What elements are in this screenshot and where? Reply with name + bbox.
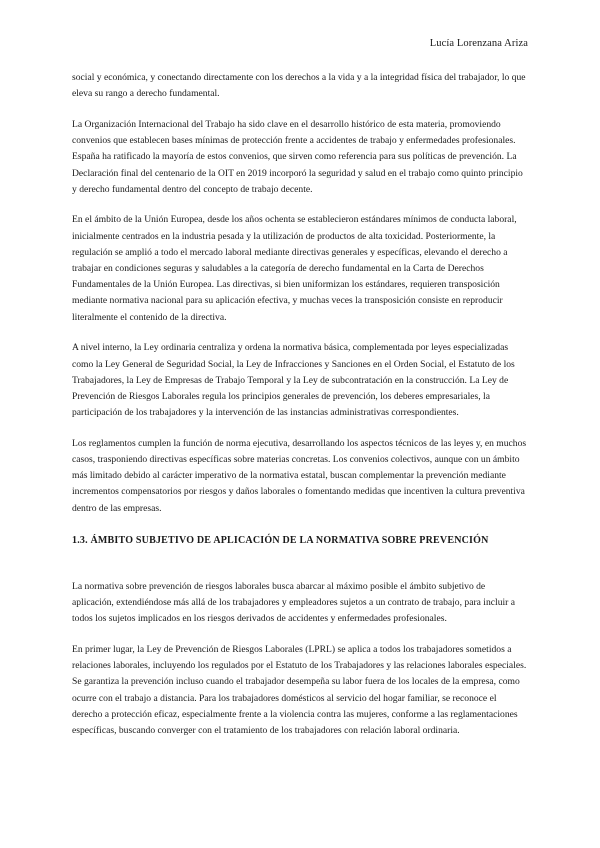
section-heading: 1.3. ÁMBITO SUBJETIVO DE APLICACIÓN DE LA NORMATIVA SOBRE PREVENCIÓN	[72, 534, 489, 546]
header-author: Lucía Lorenzana Ariza	[429, 38, 528, 49]
paragraph: La Organización Internacional del Trabajo ha sido clave en el desarrollo histórico de esta materia, promoviendo convenios que establecen bases mínimas de protección frente a accidentes de trabajo y enfermedades profesionales. España ha ratificado la mayoría de estos convenios, que sirven como referencia para sus políticas de prevención. La Declaración final del centenario de la OIT en 2019 incorporó la seguridad y salud en el trabajo como quinto principio y derecho fundamental dentro del concepto de trabajo decente.	[72, 118, 523, 195]
paragraph: social y económica, y conectando directamente con los derechos a la vida y a la integridad física del trabajador, lo que eleva su rango a derecho fundamental.	[72, 72, 526, 100]
paragraph: La normativa sobre prevención de riesgos laborales busca abarcar al máximo posible el ámbito subjetivo de aplicación, extendiéndose más allá de los trabajadores y empleadores sujetos a un contrato de trabajo, para incluir a todos los sujetos implicados en los riesgos derivados de accidentes y enfermedades profesionales.	[72, 580, 516, 625]
paragraph: A nivel interno, la Ley ordinaria centraliza y ordena la normativa básica, complementada por leyes especializadas como la Ley General de Seguridad Social, la Ley de Infracciones y Sanciones en el Orden Social, el Estatuto de los Trabajadores, la Ley de Empresas de Trabajo Temporal y la Ley de subcontratación en la construcción. La Ley de Prevención de Riesgos Laborales regula los principios generales de prevención, los deberes empresariales, la participación de los trabajadores y la intervención de las instancias administrativas correspondientes.	[72, 342, 515, 419]
document-body	[72, 70, 527, 754]
paragraph: Los reglamentos cumplen la función de norma ejecutiva, desarrollando los aspectos técnicos de las leyes y, en muchos casos, trasponiendo directivas específicas sobre materias concretas. Los convenios colectivos, aunque con un ámbito más limitado debido al carácter imperativo de la normativa estatal, buscan complementar la prevención mediante incrementos compensatorios por riesgos y daños laborales o fomentando medidas que incentiven la cultura preventiva dentro de las empresas.	[72, 437, 527, 514]
paragraph: En el ámbito de la Unión Europea, desde los años ochenta se establecieron estándares mínimos de conducta laboral, inicialmente centrados en la industria pesada y la utilización de productos de alta toxicidad. Posteriormente, la regulación se amplió a todo el mercado laboral mediante directivas generales y específicas, elevando el derecho a trabajar en condiciones seguras y saludables a la categoría de derecho fundamental en la Carta de Derechos Fundamentales de la Unión Europea. Las directivas, si bien uniformizan los estándares, requieren transposición mediante normativa nacional para su aplicación efectiva, y muchas veces la transposición consiste en reproducir literalmente el contenido de la directiva.	[72, 214, 517, 323]
paragraph: En primer lugar, la Ley de Prevención de Riesgos Laborales (LPRL) se aplica a todos los trabajadores sometidos a relaciones laborales, incluyendo los regulados por el Estatuto de los Trabajadores y las relaciones laborales especiales. Se garantiza la prevención incluso cuando el trabajador desempeña su labor fuera de los locales de la empresa, como ocurre con el trabajo a distancia. Para los trabajadores domésticos al servicio del hogar familiar, se reconoce el derecho a protección eficaz, especialmente frente a la violencia contra las mujeres, conforme a las reglamentaciones específicas, buscando converger con el tratamiento de los trabajadores con relación laboral ordinaria.	[72, 643, 527, 736]
